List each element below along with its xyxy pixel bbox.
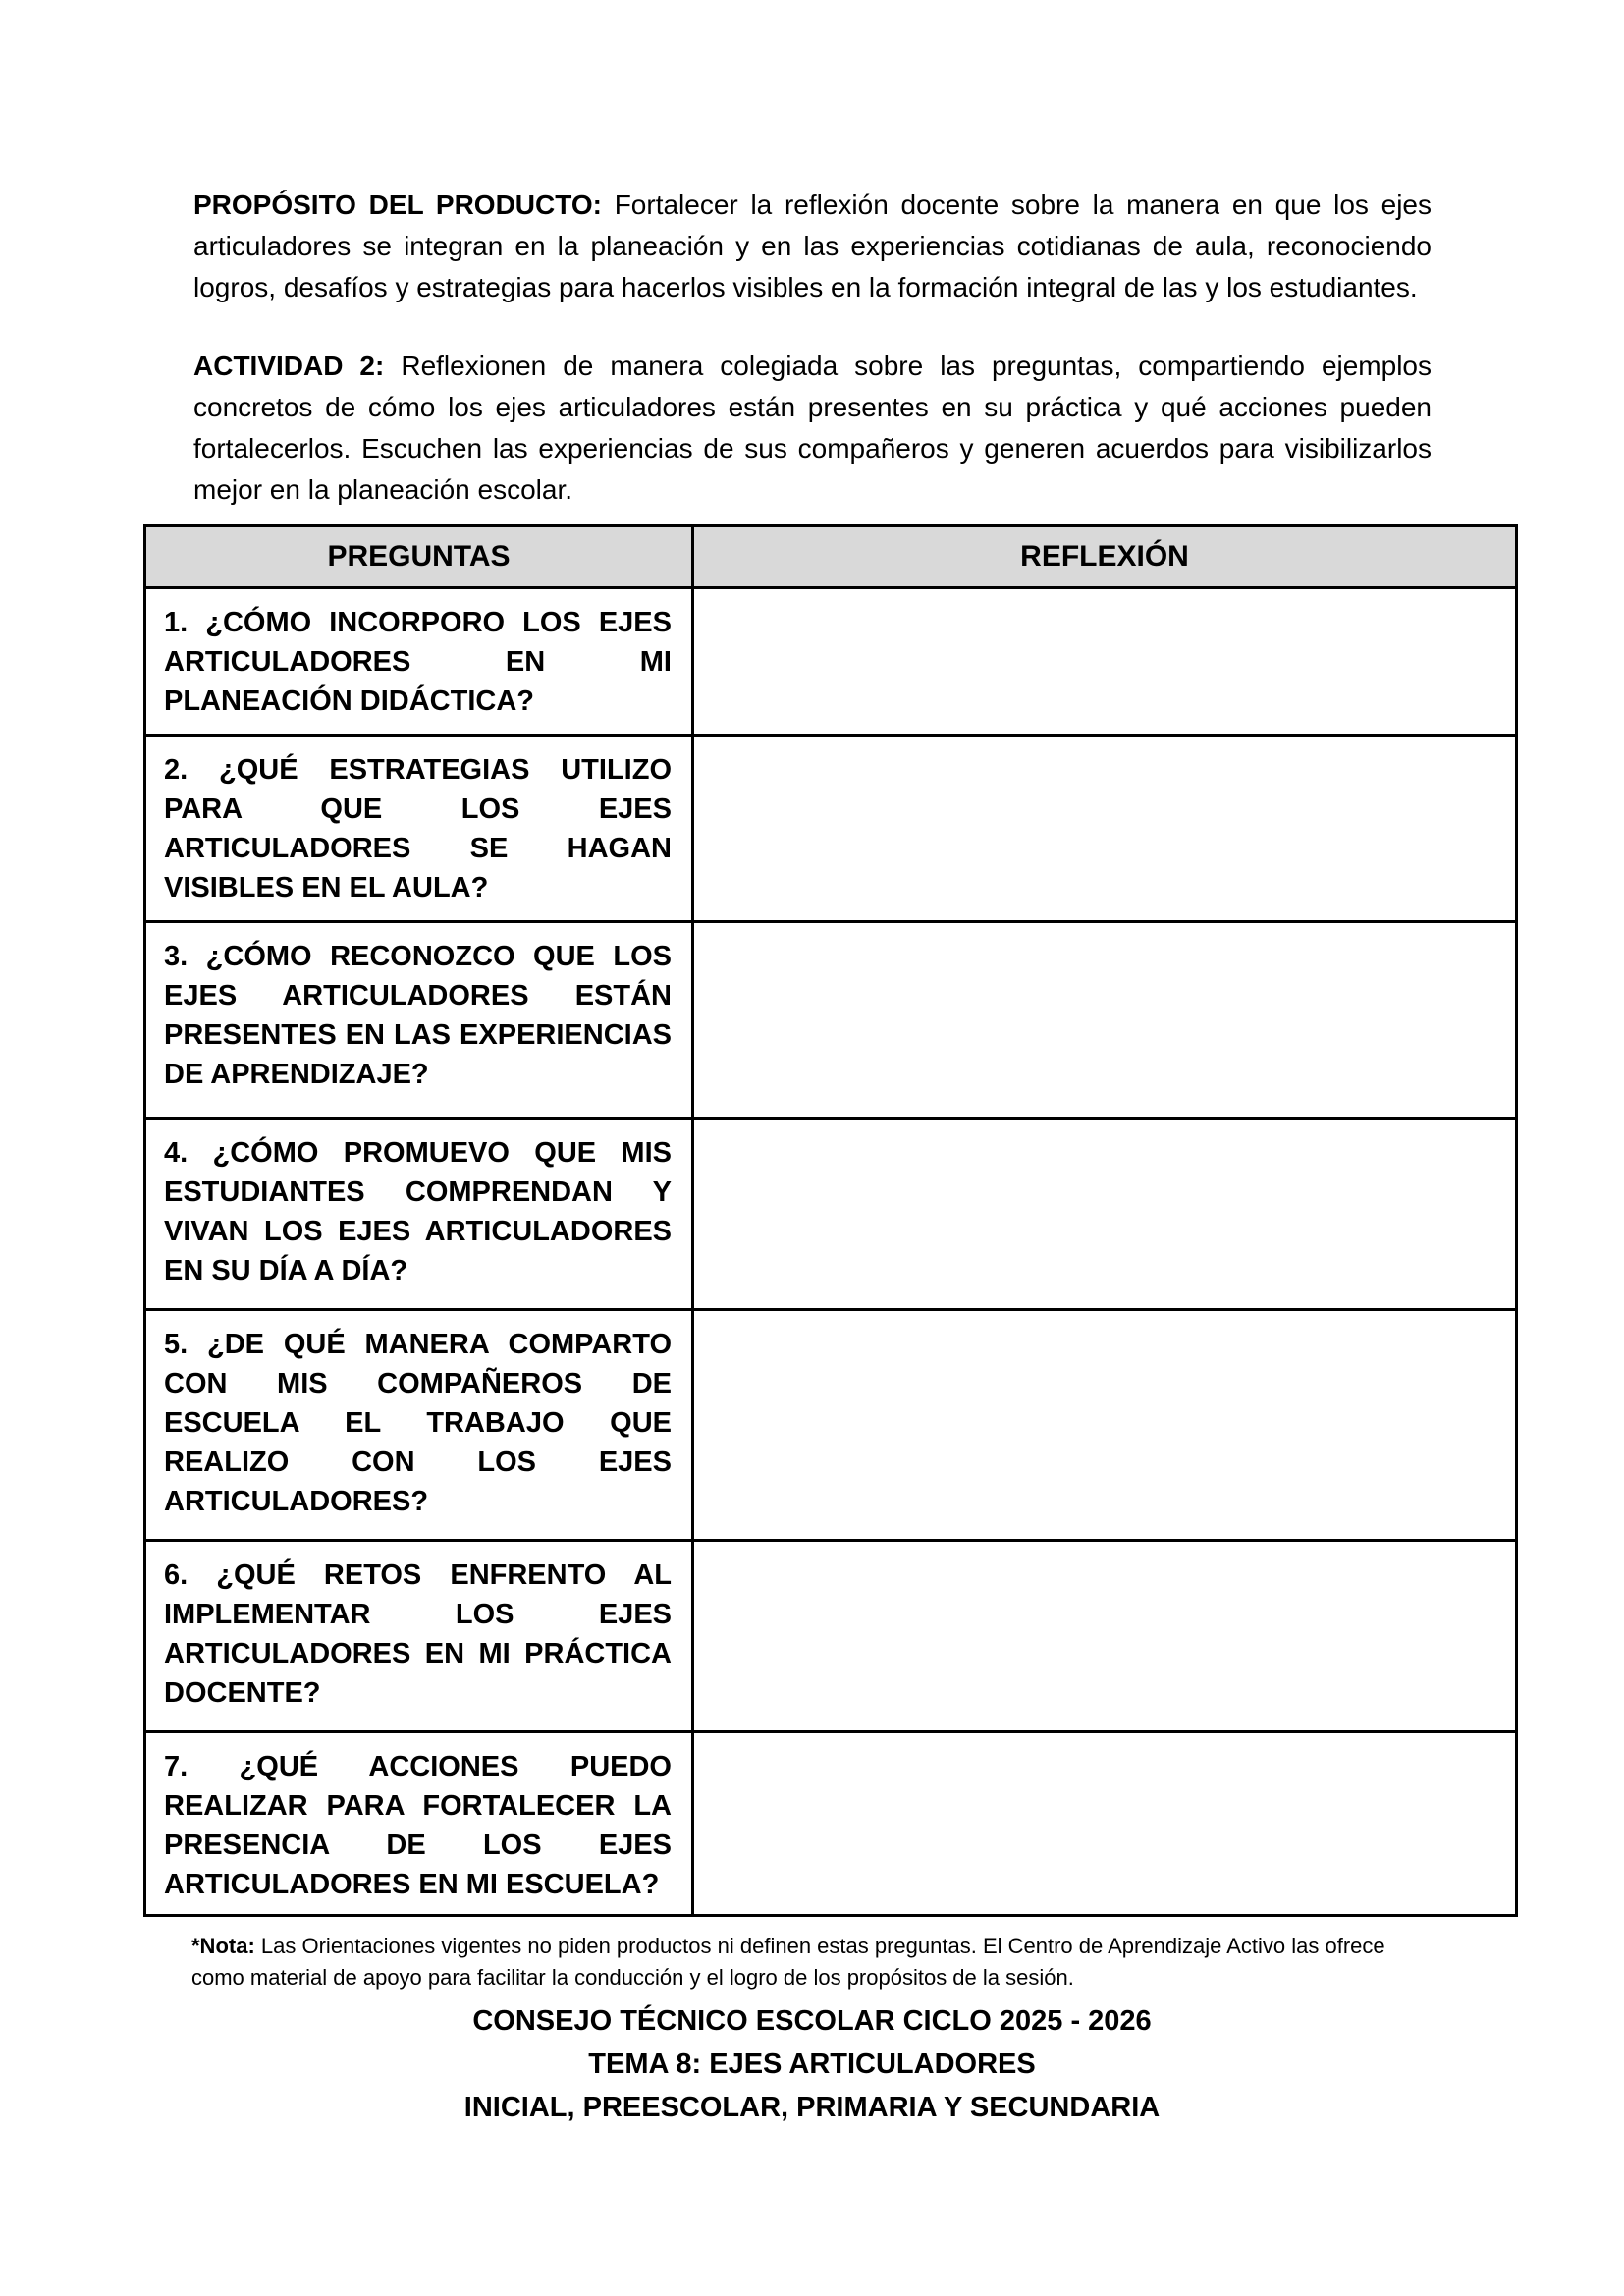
reflexion-7-cell	[693, 1732, 1517, 1916]
pregunta-7-cell: 7. ¿QUÉ ACCIONES PUEDO REALIZAR PARA FORTALECER LA PRESENCIA DE LOS EJES ARTICULADORES EN MI ESCUELA?	[145, 1732, 693, 1916]
reflexion-6-cell	[693, 1541, 1517, 1732]
table-row	[145, 1310, 1517, 1541]
footnote-text: Las Orientaciones vigentes no piden productos ni definen estas preguntas. El Centro de Aprendizaje Activo las ofrece como material de apoyo para facilitar la conducción y el logro de los propósitos de la sesión.	[191, 1934, 1385, 1990]
actividad-paragraph	[193, 346, 1432, 511]
table-row	[145, 588, 1517, 736]
document-footer	[0, 1999, 1624, 2129]
footer-line-tema: TEMA 8: EJES ARTICULADORES	[588, 2049, 1036, 2080]
pregunta-1-cell: 1. ¿CÓMO INCORPORO LOS EJES ARTICULADORES EN MI PLANEACIÓN DIDÁCTICA?	[145, 588, 693, 736]
reflexion-5-cell	[693, 1310, 1517, 1541]
column-header-reflexion: REFLEXIÓN	[693, 526, 1517, 588]
footer-line-consejo: CONSEJO TÉCNICO ESCOLAR CICLO 2025 - 2026	[472, 2005, 1152, 2037]
table-row	[145, 736, 1517, 922]
pregunta-3-cell: 3. ¿CÓMO RECONOZCO QUE LOS EJES ARTICULADORES ESTÁN PRESENTES EN LAS EXPERIENCIAS DE APRENDIZAJE?	[145, 922, 693, 1119]
pregunta-4-cell: 4. ¿CÓMO PROMUEVO QUE MIS ESTUDIANTES COMPRENDAN Y VIVAN LOS EJES ARTICULADORES EN SU DÍA A DÍA?	[145, 1119, 693, 1310]
footnote-label: *Nota:	[191, 1934, 255, 1958]
pregunta-6-cell: 6. ¿QUÉ RETOS ENFRENTO AL IMPLEMENTAR LOS EJES ARTICULADORES EN MI PRÁCTICA DOCENTE?	[145, 1541, 693, 1732]
pregunta-2-cell: 2. ¿QUÉ ESTRATEGIAS UTILIZO PARA QUE LOS EJES ARTICULADORES SE HAGAN VISIBLES EN EL AULA?	[145, 736, 693, 922]
table-row	[145, 1541, 1517, 1732]
column-header-preguntas: PREGUNTAS	[145, 526, 693, 588]
preguntas-reflexion-table	[143, 524, 1518, 1917]
table-header-row	[145, 526, 1517, 588]
pregunta-5-cell: 5. ¿DE QUÉ MANERA COMPARTO CON MIS COMPAÑEROS DE ESCUELA EL TRABAJO QUE REALIZO CON LOS EJES ARTICULADORES?	[145, 1310, 693, 1541]
reflexion-4-cell	[693, 1119, 1517, 1310]
table-row	[145, 1119, 1517, 1310]
actividad-label: ACTIVIDAD 2:	[193, 351, 385, 381]
reflexion-1-cell	[693, 588, 1517, 736]
reflexion-2-cell	[693, 736, 1517, 922]
proposito-paragraph	[193, 185, 1432, 308]
table-row	[145, 1732, 1517, 1916]
proposito-text: Fortalecer la reflexión docente sobre la manera en que los ejes articuladores se integran en la planeación y en las experiencias cotidianas de aula, reconociendo logros, desafíos y estrategias para hacerlos visibles en la formación integral de las y los estudiantes.	[193, 190, 1433, 302]
proposito-label: PROPÓSITO DEL PRODUCTO:	[193, 190, 602, 220]
table-row	[145, 922, 1517, 1119]
footnote	[191, 1931, 1437, 1994]
footer-line-niveles: INICIAL, PREESCOLAR, PRIMARIA Y SECUNDARIA	[463, 2092, 1161, 2123]
reflexion-3-cell	[693, 922, 1517, 1119]
actividad-text: Reflexionen de manera colegiada sobre las preguntas, compartiendo ejemplos concretos de cómo los ejes articuladores están presentes en su práctica y qué acciones pueden fortalecerlos. Escuchen las experiencias de sus compañeros y generen acuerdos para visibilizarlos mejor en la planeación escolar.	[193, 351, 1432, 505]
